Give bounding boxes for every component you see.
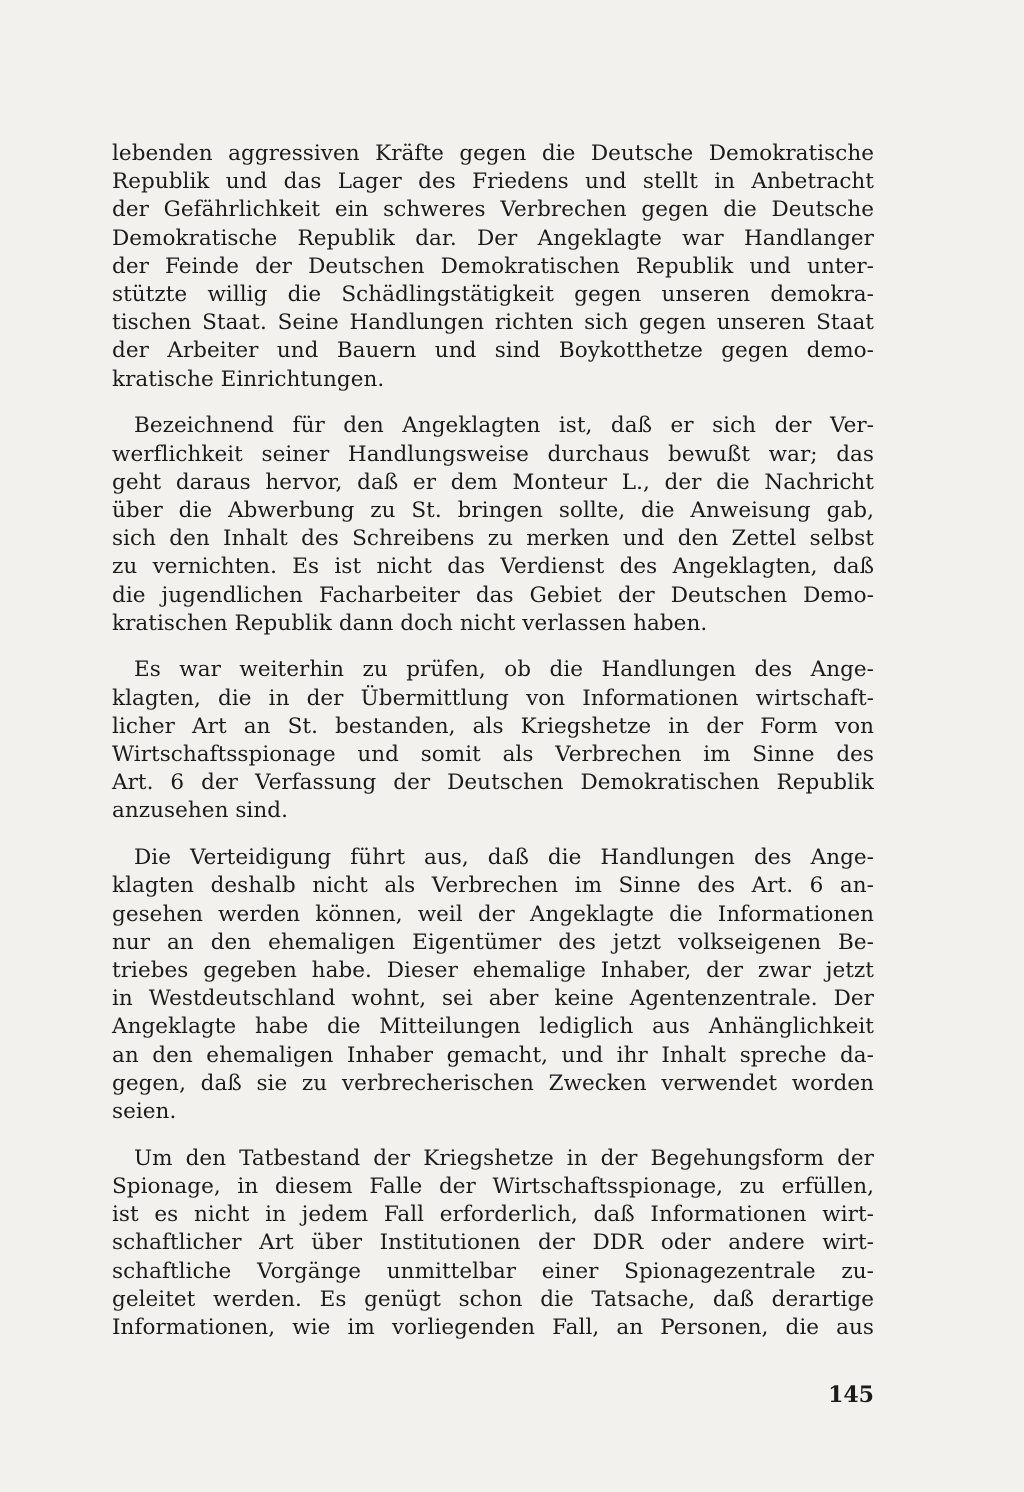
text-line: der Arbeiter und Bauern und sind Boykotthetze gegen demo-: [112, 338, 874, 364]
text-line: der Feinde der Deutschen Demokratischen Republik und unter-: [112, 253, 874, 279]
text-line: Demokratische Republik dar. Der Angeklagte war Handlanger: [112, 225, 874, 251]
text-line: gegen, daß sie zu verbrecherischen Zwecken verwendet worden: [112, 1070, 874, 1096]
text-line: ist es nicht in jedem Fall erforderlich, daß Informationen wirt-: [112, 1202, 874, 1228]
text-line: werflichkeit seiner Handlungsweise durchaus bewußt war; das: [112, 441, 874, 467]
text-line: kratische Einrichtungen.: [112, 366, 385, 392]
text-line: Angeklagte habe die Mitteilungen lediglich aus Anhänglichkeit: [112, 1014, 874, 1040]
text-line: klagten deshalb nicht als Verbrechen im Sinne des Art. 6 an-: [112, 873, 874, 899]
text-line: an den ehemaligen Inhaber gemacht, und ihr Inhalt spreche da-: [112, 1042, 874, 1068]
paragraph-4: [112, 844, 874, 1126]
text-line: Die Verteidigung führt aus, daß die Handlungen des Ange-: [134, 845, 874, 871]
text-line: lebenden aggressiven Kräfte gegen die Deutsche Demokratische: [112, 141, 874, 166]
text-line: Es war weiterhin zu prüfen, ob die Handlungen des Ange-: [134, 657, 874, 683]
text-line: zu vernichten. Es ist nicht das Verdienst des Angeklagten, daß: [112, 554, 874, 580]
text-line: Um den Tatbestand der Kriegshetze in der Begehungsform der: [134, 1145, 874, 1171]
text-line: tischen Staat. Seine Handlungen richten sich gegen unseren Staat: [112, 310, 874, 336]
text-line: die jugendlichen Facharbeiter das Gebiet der Deutschen Demo-: [112, 582, 874, 608]
text-line: Informationen, wie im vorliegenden Fall, an Personen, die aus: [112, 1314, 874, 1340]
text-line: Republik und das Lager des Friedens und stellt in Anbetracht: [112, 169, 874, 195]
paragraph-5: [112, 1145, 874, 1342]
page-body-text: [112, 140, 874, 1342]
paragraph-2: [112, 412, 874, 638]
paragraph-3: [112, 656, 874, 825]
paragraph-1: [112, 140, 874, 394]
text-line: geleitet werden. Es genügt schon die Tatsache, daß derartige: [112, 1286, 874, 1312]
text-line: triebes gegeben habe. Dieser ehemalige Inhaber, der zwar jetzt: [112, 957, 874, 983]
text-line: der Gefährlichkeit ein schweres Verbrechen gegen die Deutsche: [112, 197, 874, 223]
text-line: schaftliche Vorgänge unmittelbar einer Spionagezentrale zu-: [112, 1258, 874, 1284]
text-line: anzusehen sind.: [112, 798, 288, 824]
text-line: schaftlicher Art über Institutionen der DDR oder andere wirt-: [112, 1230, 874, 1256]
text-line: geht daraus hervor, daß er dem Monteur L., der die Nachricht: [112, 469, 874, 495]
page-number: 145: [828, 1382, 874, 1408]
text-line: Wirtschaftsspionage und somit als Verbrechen im Sinne des: [112, 742, 874, 768]
text-line: sich den Inhalt des Schreibens zu merken und den Zettel selbst: [112, 526, 874, 552]
text-line: seien.: [112, 1099, 177, 1124]
text-line: Art. 6 der Verfassung der Deutschen Demokratischen Republik: [112, 770, 874, 796]
text-line: kratischen Republik dann doch nicht verlassen haben.: [112, 610, 708, 636]
text-line: gesehen werden können, weil der Angeklagte die Informationen: [112, 901, 874, 927]
text-line: stützte willig die Schädlingstätigkeit gegen unseren demokra-: [112, 282, 874, 308]
text-line: Bezeichnend für den Angeklagten ist, daß er sich der Ver-: [134, 413, 874, 439]
text-line: Spionage, in diesem Falle der Wirtschaftsspionage, zu erfüllen,: [112, 1173, 874, 1199]
text-line: klagten, die in der Übermittlung von Informationen wirtschaft-: [112, 685, 874, 711]
text-line: licher Art an St. bestanden, als Kriegshetze in der Form von: [112, 713, 874, 739]
text-line: über die Abwerbung zu St. bringen sollte, die Anweisung gab,: [112, 497, 874, 523]
text-line: nur an den ehemaligen Eigentümer des jetzt volkseigenen Be-: [112, 929, 874, 955]
text-line: in Westdeutschland wohnt, sei aber keine Agentenzentrale. Der: [112, 986, 874, 1012]
